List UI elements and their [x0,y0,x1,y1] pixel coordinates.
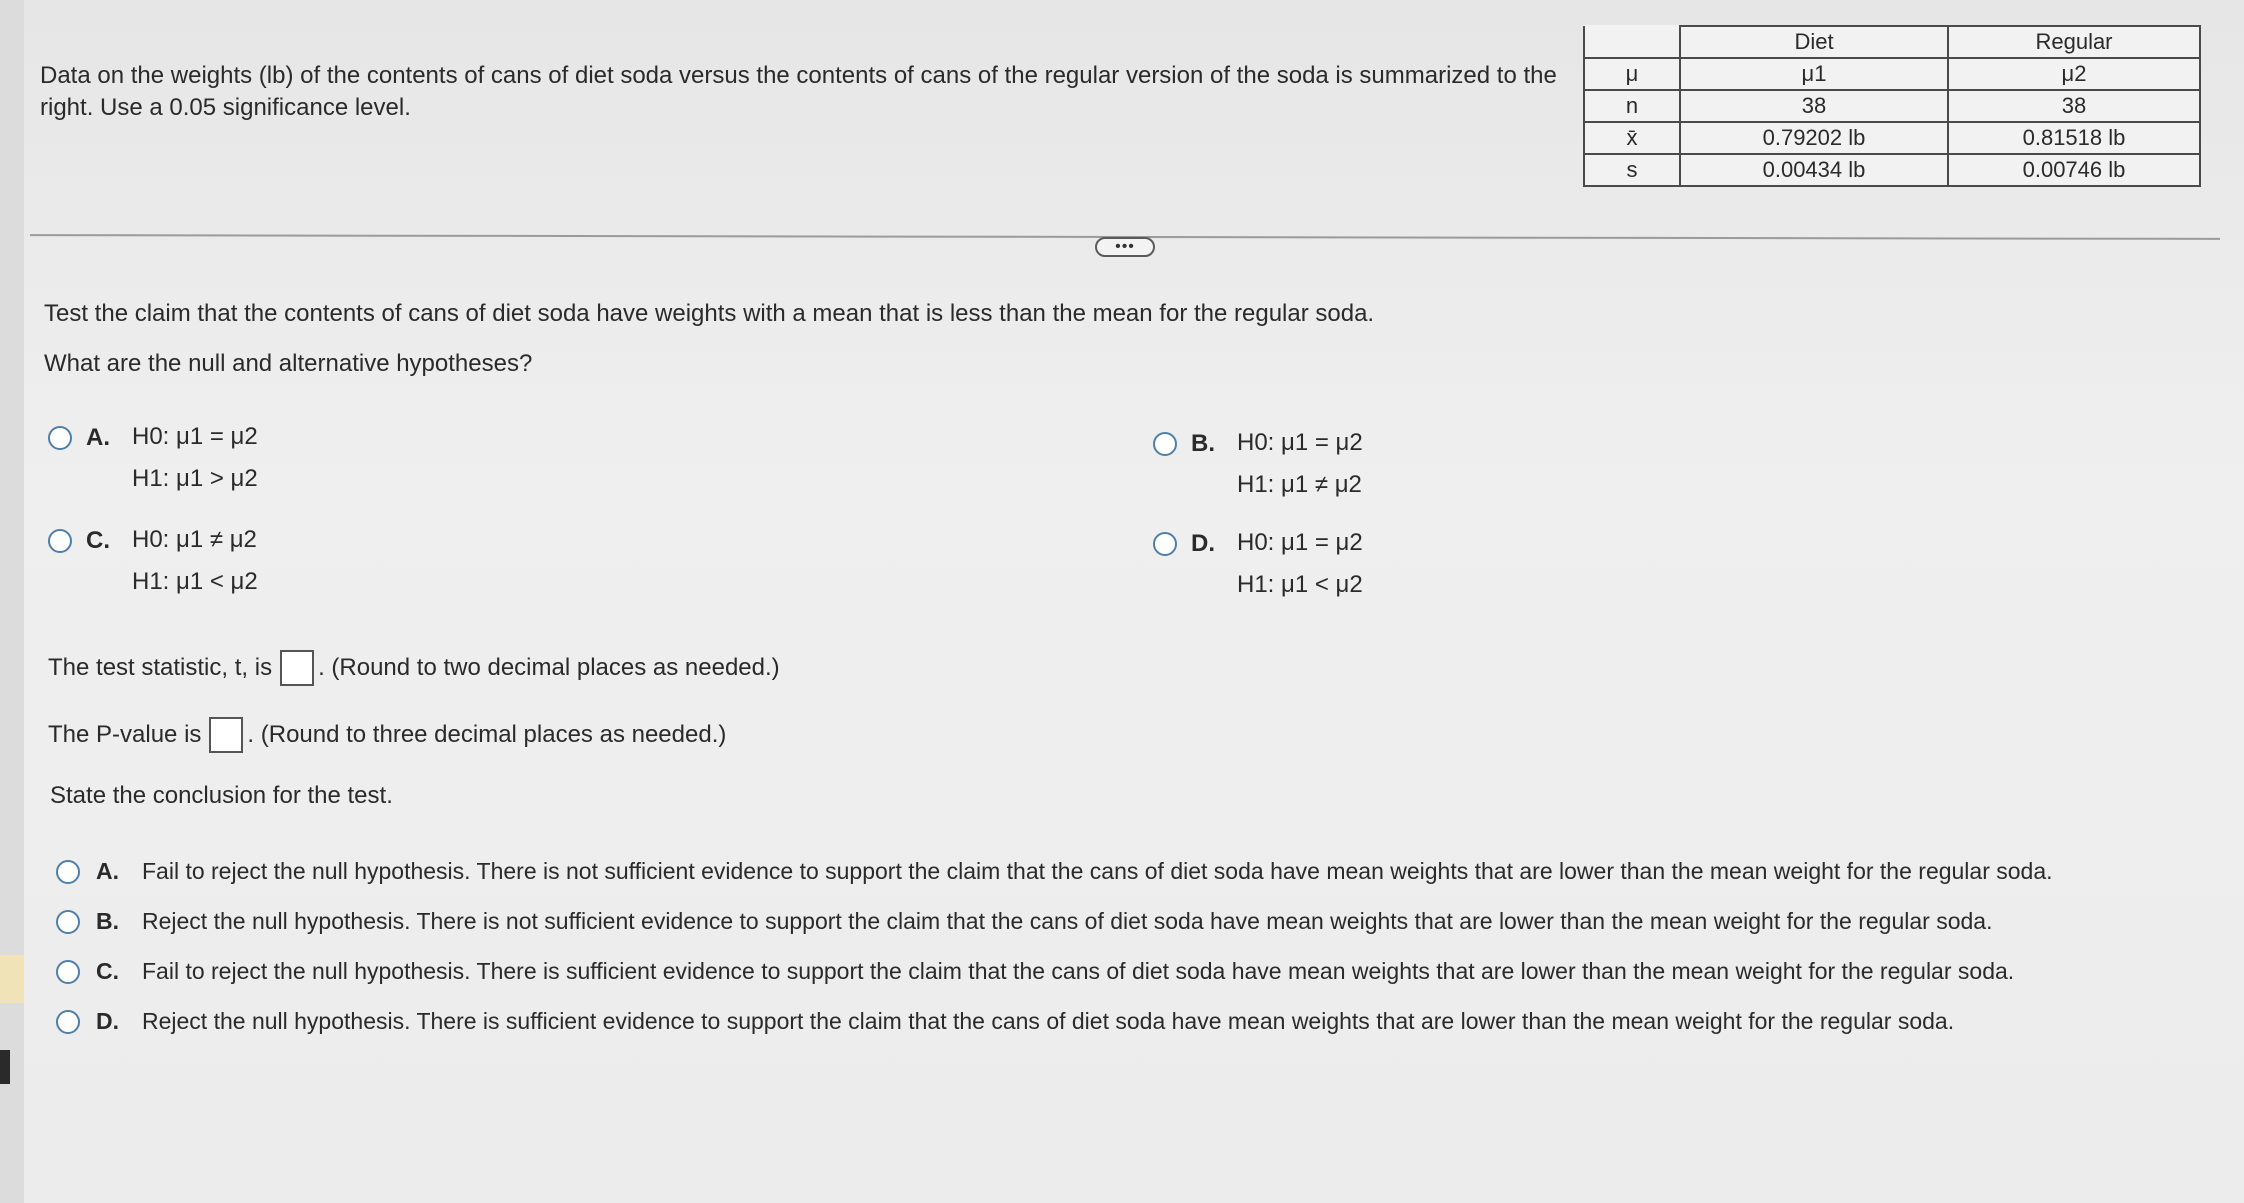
option-letter: D. [1191,530,1215,557]
claim-text: Test the claim that the contents of cans of diet soda have weights with a mean that is less than the mean for the regular soda. [44,300,1375,327]
edge-marker [0,1050,10,1084]
p-value-prompt: The P-value is [48,721,202,748]
option-text: Fail to reject the null hypothesis. There is sufficient evidence to support the claim that the cans of diet soda have mean weights that are lower than the mean weight for the regular soda. [142,958,2015,984]
null-hypothesis: H0: μ1 = μ2 [1237,429,1363,456]
alternative-hypothesis: H1: μ1 > μ2 [132,465,258,492]
test-statistic-hint: . (Round to two decimal places as needed.) [318,654,780,681]
summary-table [1583,25,2201,187]
cell-diet: 0.79202 lb [1680,122,1948,154]
hypothesis-option-c[interactable] [48,527,258,603]
option-letter: C. [86,527,110,554]
cell-regular: 38 [1948,90,2200,122]
radio-button[interactable] [1153,532,1177,556]
intro-text: Data on the weights (lb) of the contents of cans of diet soda versus the contents of cans of the regular version of the soda is summarized to the right. Use a 0.05 significance level. [40,62,1557,121]
hypotheses-question: What are the null and alternative hypotheses? [44,350,533,377]
hypothesis-pair [132,416,258,500]
radio-button[interactable] [1153,432,1177,456]
test-statistic-prompt: The test statistic, t, is [48,654,273,681]
cell-regular: 0.81518 lb [1948,122,2200,154]
radio-button[interactable] [56,910,80,934]
row-label: x̄ [1584,122,1680,154]
expand-button[interactable]: ••• [1095,237,1155,257]
cell-regular: 0.00746 lb [1948,154,2200,186]
row-label: μ [1584,58,1680,90]
cell-diet: 0.00434 lb [1680,154,1948,186]
option-text: Reject the null hypothesis. There is not sufficient evidence to support the claim that the cans of diet soda have mean weights that are lower than the mean weight for the regular soda. [142,908,1993,934]
hypothesis-pair [1237,522,1363,606]
option-letter: C. [96,958,119,984]
hypothesis-pair [132,519,258,603]
option-letter: D. [96,1008,119,1034]
alternative-hypothesis: H1: μ1 ≠ μ2 [1237,471,1362,498]
hypothesis-pair [1237,422,1363,506]
p-value-input[interactable] [209,717,243,753]
header-diet: Diet [1680,26,1948,58]
row-label: s [1584,154,1680,186]
conclusion-option-a[interactable] [56,858,2053,885]
alternative-hypothesis: H1: μ1 < μ2 [132,568,258,595]
option-text: Fail to reject the null hypothesis. There is not sufficient evidence to support the claim that the cans of diet soda have mean weights that are lower than the mean weight for the regular soda. [142,858,2053,884]
test-statistic-input[interactable] [280,650,314,686]
option-letter: B. [96,908,119,934]
null-hypothesis: H0: μ1 ≠ μ2 [132,526,257,553]
option-letter: A. [86,424,110,451]
table-corner [1584,26,1680,58]
p-value-line [48,717,726,753]
conclusion-option-b[interactable] [56,908,1992,935]
hypothesis-option-d[interactable] [1153,530,1363,606]
radio-button[interactable] [56,860,80,884]
cell-diet: μ1 [1680,58,1948,90]
left-edge-strip [0,0,24,1203]
table-row [1584,58,2200,90]
null-hypothesis: H0: μ1 = μ2 [132,423,258,450]
radio-button[interactable] [48,426,72,450]
edge-highlight [0,955,24,1003]
option-text: Reject the null hypothesis. There is sufficient evidence to support the claim that the cans of diet soda have mean weights that are lower than the mean weight for the regular soda. [142,1008,1955,1034]
radio-button[interactable] [48,529,72,553]
test-statistic-line [48,650,780,686]
radio-button[interactable] [56,960,80,984]
conclusion-option-d[interactable] [56,1008,1954,1035]
hypothesis-option-a[interactable] [48,424,258,500]
radio-button[interactable] [56,1010,80,1034]
cell-regular: μ2 [1948,58,2200,90]
alternative-hypothesis: H1: μ1 < μ2 [1237,571,1363,598]
conclusion-question: State the conclusion for the test. [50,782,393,809]
table-row [1584,154,2200,186]
option-letter: B. [1191,430,1215,457]
table-row [1584,122,2200,154]
table-header-row [1584,26,2200,58]
header-regular: Regular [1948,26,2200,58]
row-label: n [1584,90,1680,122]
option-letter: A. [96,858,119,884]
null-hypothesis: H0: μ1 = μ2 [1237,529,1363,556]
conclusion-option-c[interactable] [56,958,2014,985]
hypothesis-option-b[interactable] [1153,430,1363,506]
cell-diet: 38 [1680,90,1948,122]
p-value-hint: . (Round to three decimal places as needed.) [247,721,727,748]
table-row [1584,90,2200,122]
